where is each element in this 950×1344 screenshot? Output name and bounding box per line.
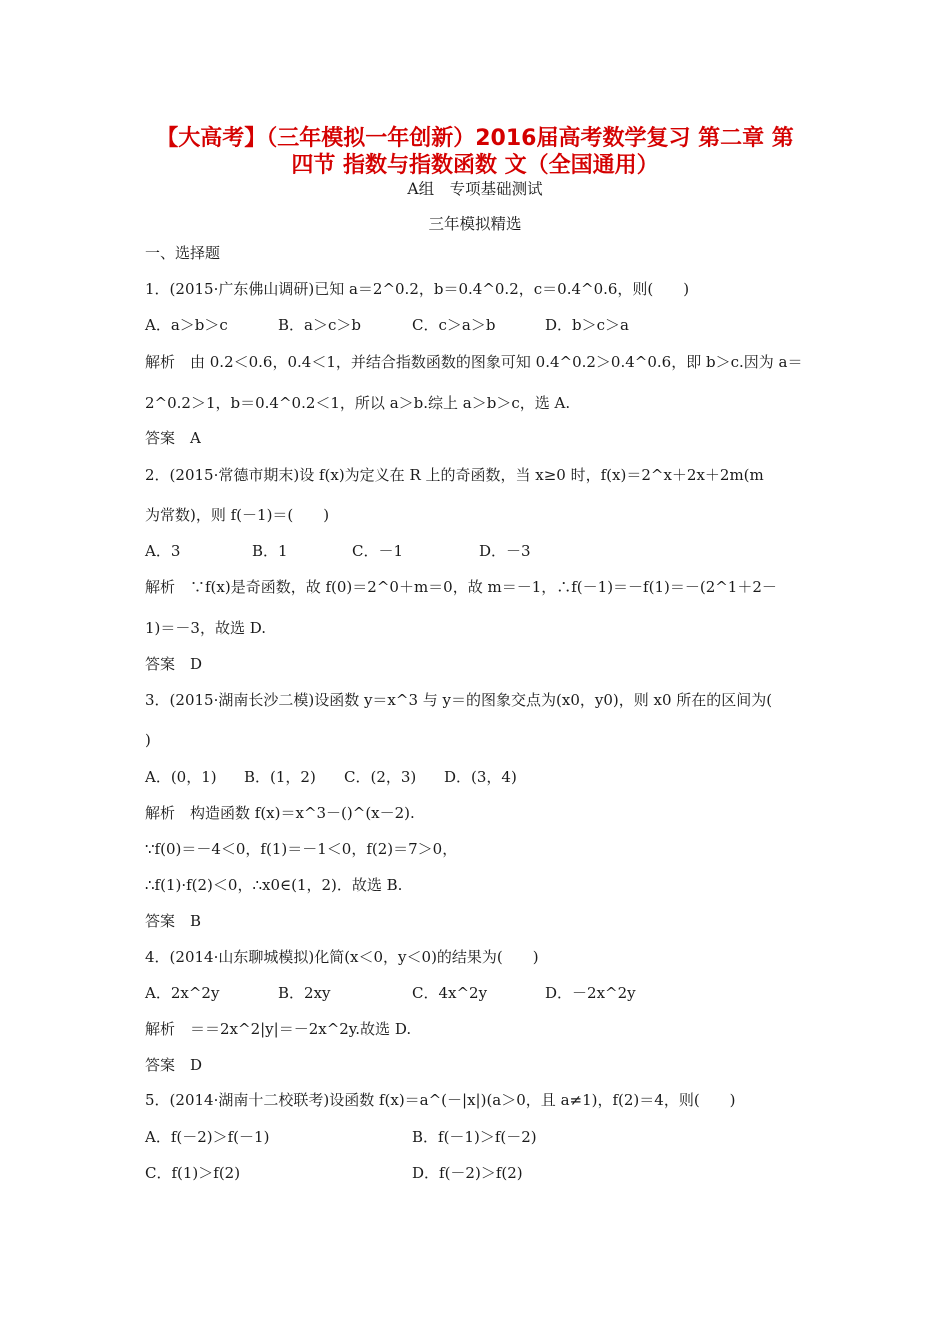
q2-option-b: B．1 — [252, 542, 288, 560]
q1-option-d: D．b＞c＞a — [545, 316, 629, 334]
q5-options-row-2 — [145, 1163, 845, 1183]
q2-stem-line-2: 为常数)，则 f(－1)＝( ) — [145, 506, 330, 524]
q5-option-a: A．f(－2)＞f(－1) — [145, 1128, 270, 1146]
document-title-line-1: 【大高考】（三年模拟一年创新）2016届高考数学复习 第二章 第 — [156, 126, 794, 151]
q3-analysis-line-2: ∵f(0)＝－4＜0，f(1)＝－1＜0，f(2)＝7＞0， — [145, 840, 458, 858]
q5-option-b: B．f(－1)＞f(－2) — [412, 1128, 537, 1146]
section-heading: 三年模拟精选 — [428, 215, 522, 233]
q5-stem: 5．(2014·湖南十二校联考)设函数 f(x)＝a^(－|x|)(a＞0，且 a≠1)，f(2)＝4，则( ) — [145, 1091, 736, 1109]
q1-option-c: C．c＞a＞b — [412, 316, 496, 334]
q3-analysis-line-3: ∴f(1)·f(2)＜0，∴x0∈(1，2)．故选 B. — [145, 876, 403, 894]
q1-option-a: A．a＞b＞c — [145, 316, 228, 334]
q2-stem-line-1: 2．(2015·常德市期末)设 f(x)为定义在 R 上的奇函数，当 x≥0 时，f(x)＝2^x＋2x＋2m(m — [145, 466, 764, 484]
q4-options — [145, 983, 845, 1003]
q2-option-a: A．3 — [145, 542, 181, 560]
q2-analysis-line-1: 解析 ∵f(x)是奇函数，故 f(0)＝2^0＋m＝0，故 m＝－1，∴f(－1)＝－f(1)＝－(2^1＋2－ — [145, 578, 777, 596]
q2-options — [145, 541, 845, 561]
q4-option-a: A．2x^2y — [145, 984, 220, 1002]
q3-options — [145, 767, 845, 787]
q1-options — [145, 315, 845, 335]
q3-answer: 答案 B — [145, 912, 202, 930]
part-heading: 一、选择题 — [145, 244, 221, 262]
q2-analysis-line-2: 1)＝－3，故选 D. — [145, 619, 266, 637]
q2-option-d: D．－3 — [479, 542, 531, 560]
q4-analysis: 解析 ＝＝2x^2|y|＝－2x^2y.故选 D. — [145, 1020, 412, 1038]
q1-answer: 答案 A — [145, 429, 201, 447]
document-title-line-2: 四节 指数与指数函数 文（全国通用） — [291, 153, 659, 178]
q3-option-d: D．(3，4) — [444, 768, 517, 786]
q5-option-d: D．f(－2)＞f(2) — [412, 1164, 523, 1182]
q5-option-c: C．f(1)＞f(2) — [145, 1164, 241, 1182]
q2-answer: 答案 D — [145, 655, 203, 673]
q3-analysis-line-1: 解析 构造函数 f(x)＝x^3－()^(x－2). — [145, 804, 415, 822]
q4-option-c: C．4x^2y — [412, 984, 488, 1002]
q4-option-b: B．2xy — [278, 984, 331, 1002]
q1-option-b: B．a＞c＞b — [278, 316, 361, 334]
q5-options-row-1 — [145, 1127, 845, 1147]
q3-option-b: B．(1，2) — [244, 768, 316, 786]
q3-stem-line-2: ) — [145, 731, 151, 749]
q4-stem: 4．(2014·山东聊城模拟)化简(x＜0，y＜0)的结果为( ) — [145, 948, 539, 966]
q4-option-d: D．－2x^2y — [545, 984, 636, 1002]
q3-stem-line-1: 3．(2015·湖南长沙二模)设函数 y＝x^3 与 y＝的图象交点为(x0，y0)，则 x0 所在的区间为( — [145, 691, 773, 709]
q1-analysis-line-1: 解析 由 0.2＜0.6，0.4＜1，并结合指数函数的图象可知 0.4^0.2＞0.4^0.6，即 b＞c.因为 a＝ — [145, 353, 803, 371]
q2-option-c: C．－1 — [352, 542, 404, 560]
q1-analysis-line-2: 2^0.2＞1，b＝0.4^0.2＜1，所以 a＞b.综上 a＞b＞c，选 A. — [145, 394, 571, 412]
q1-stem: 1．(2015·广东佛山调研)已知 a＝2^0.2，b＝0.4^0.2，c＝0.4^0.6，则( ) — [145, 280, 690, 298]
q3-option-c: C．(2，3) — [344, 768, 417, 786]
q4-answer: 答案 D — [145, 1056, 203, 1074]
group-heading: A组 专项基础测试 — [407, 180, 543, 198]
q3-option-a: A．(0，1) — [145, 768, 217, 786]
